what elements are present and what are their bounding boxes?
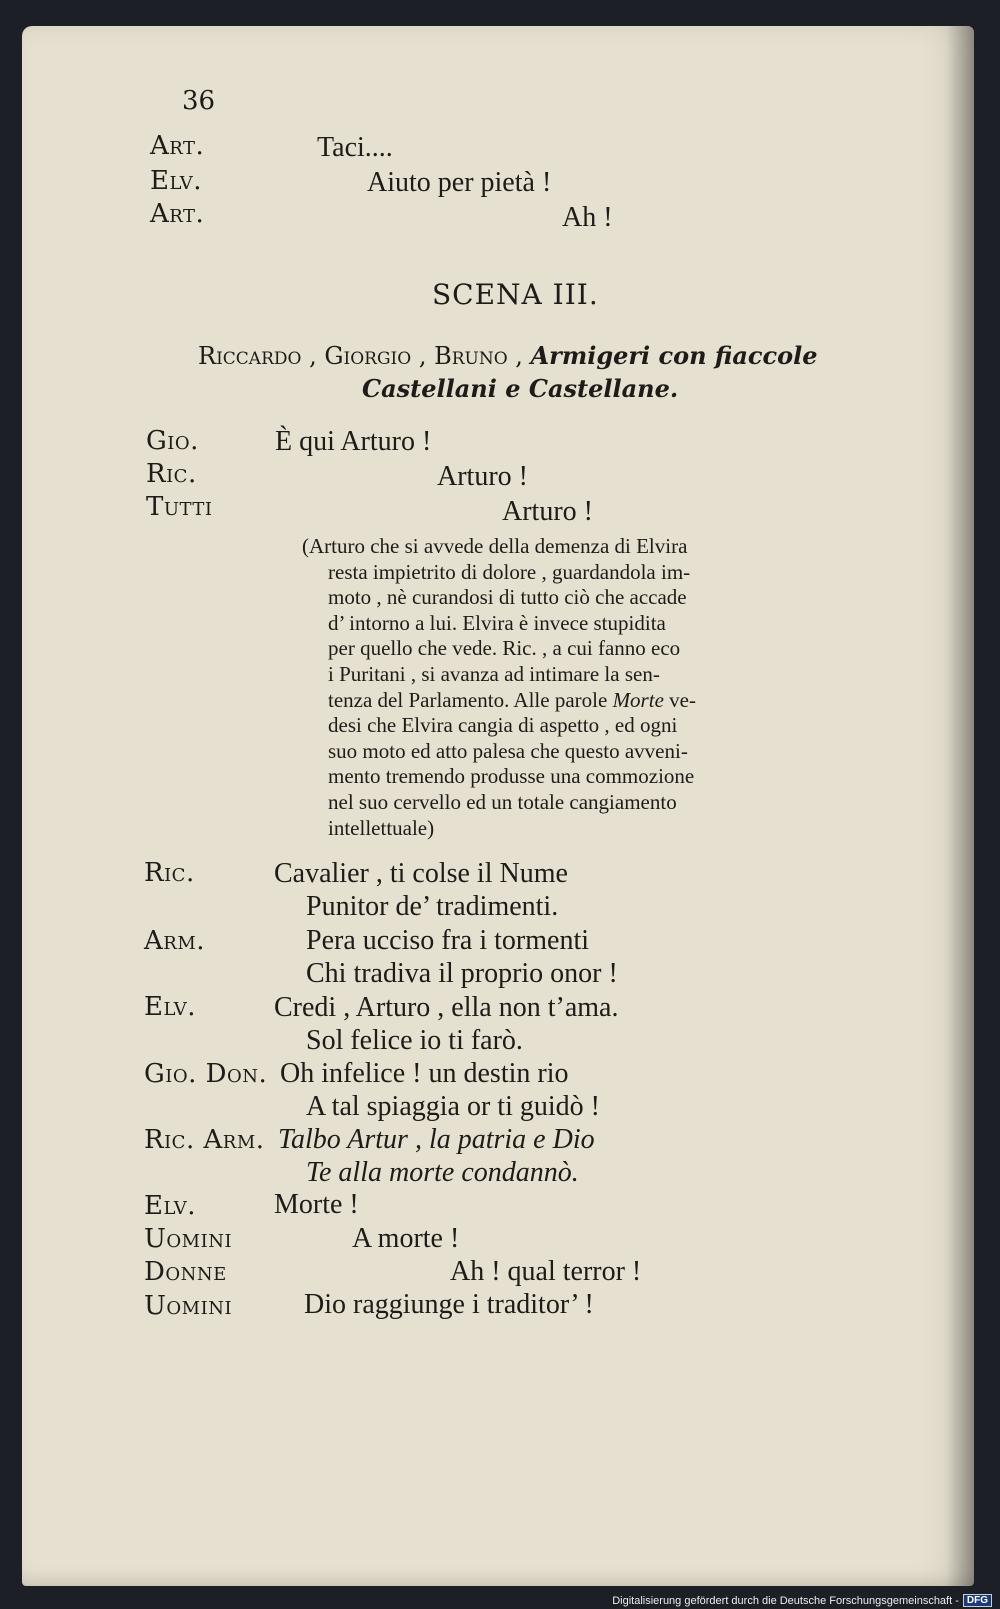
verse-line: Dio raggiunge i traditor’ !	[304, 1289, 594, 1320]
stage-line: (Arturo che si avvede della demenza di Elvira	[302, 534, 688, 558]
cast-names: Riccardo , Giorgio , Bruno ,	[198, 342, 523, 370]
verse-line: Ah ! qual terror !	[450, 1256, 642, 1287]
cast-extras: Castellani e Castellane.	[362, 374, 679, 403]
stage-line: intellettuale)	[328, 815, 435, 840]
cast-list-line2	[362, 374, 678, 403]
stage-line: nel suo cervello ed un totale cangiamento	[328, 789, 677, 814]
speaker-label: Art.	[150, 199, 205, 229]
stage-line: resta impietrito di dolore , guardandola im-	[328, 559, 691, 584]
verse-line: È qui Arturo !	[275, 426, 432, 457]
verse-line: Talbo Artur , la patria e Dio	[278, 1124, 595, 1155]
verse-line: Aiuto per pietà !	[367, 167, 552, 198]
speaker-label: Gio. Don.	[144, 1059, 268, 1089]
stage-line	[328, 688, 832, 714]
cast-list	[198, 341, 818, 370]
speaker-label: Uomini	[144, 1291, 233, 1321]
verse-line: Arturo !	[502, 496, 593, 527]
verse-line: Ah !	[562, 202, 613, 233]
verse-line: Arturo !	[437, 461, 528, 492]
speaker-label: Elv.	[144, 1191, 197, 1221]
footer-credit: Digitalisierung gefördert durch die Deutsche Forschungsgemeinschaft -	[612, 1594, 959, 1607]
speaker-label: Arm.	[144, 926, 206, 956]
verse-line: Morte !	[274, 1189, 359, 1220]
verse-line: Taci....	[317, 132, 393, 163]
stage-text: ve-	[669, 687, 696, 712]
speaker-label: Ric.	[144, 858, 195, 888]
stage-line: per quello che vede. Ric. , a cui fanno eco	[328, 636, 681, 661]
speaker-label: Uomini	[144, 1224, 233, 1254]
verse-line: Oh infelice ! un destin rio	[280, 1058, 569, 1089]
verse-line: Cavalier , ti colse il Nume	[274, 858, 568, 889]
stage-line: moto , nè curandosi di tutto ciò che accade	[328, 585, 687, 610]
stage-line: i Puritani , si avanza ad intimare la sen-	[328, 661, 660, 686]
verse-line: Pera ucciso fra i tormenti	[306, 925, 590, 956]
stage-text: tenza del Parlamento. Alle parole	[328, 687, 608, 712]
speaker-label: Tutti	[146, 492, 213, 522]
speaker-label: Ric. Arm.	[144, 1125, 265, 1155]
verse-line: Te alla morte condannò.	[306, 1157, 579, 1188]
verse-line: A tal spiaggia or ti guidò !	[306, 1091, 600, 1122]
stage-line: desi che Elvira cangia di aspetto , ed ogni	[328, 713, 678, 738]
dfg-logo-icon: DFG	[963, 1594, 992, 1607]
speaker-label: Art.	[150, 131, 205, 161]
stage-emphasis: Morte	[612, 687, 664, 712]
verse-line: Sol felice io ti farò.	[306, 1025, 523, 1056]
speaker-label: Elv.	[144, 992, 197, 1022]
stage-line: mento tremendo produsse una commozione	[328, 764, 695, 789]
book-page	[22, 26, 974, 1586]
digitization-footer	[612, 1594, 992, 1607]
speaker-label: Donne	[144, 1257, 227, 1287]
verse-line: A morte !	[352, 1223, 460, 1254]
speaker-label: Elv.	[150, 166, 203, 196]
verse-line: Credi , Arturo , ella non t’ama.	[274, 992, 619, 1023]
speaker-label: Gio.	[146, 426, 199, 456]
verse-line: Chi tradiva il proprio onor !	[306, 958, 618, 989]
stage-line: d’ intorno a lui. Elvira è invece stupidita	[328, 610, 666, 635]
page-number: 36	[182, 86, 216, 116]
scene-title: SCENA III.	[432, 278, 599, 311]
speaker-label: Ric.	[146, 459, 197, 489]
verse-line: Punitor de’ tradimenti.	[306, 891, 559, 922]
stage-direction	[302, 534, 832, 841]
cast-extras: Armigeri con fiaccole	[530, 341, 818, 370]
stage-line: suo moto ed atto palesa che questo avveni-	[328, 738, 688, 763]
